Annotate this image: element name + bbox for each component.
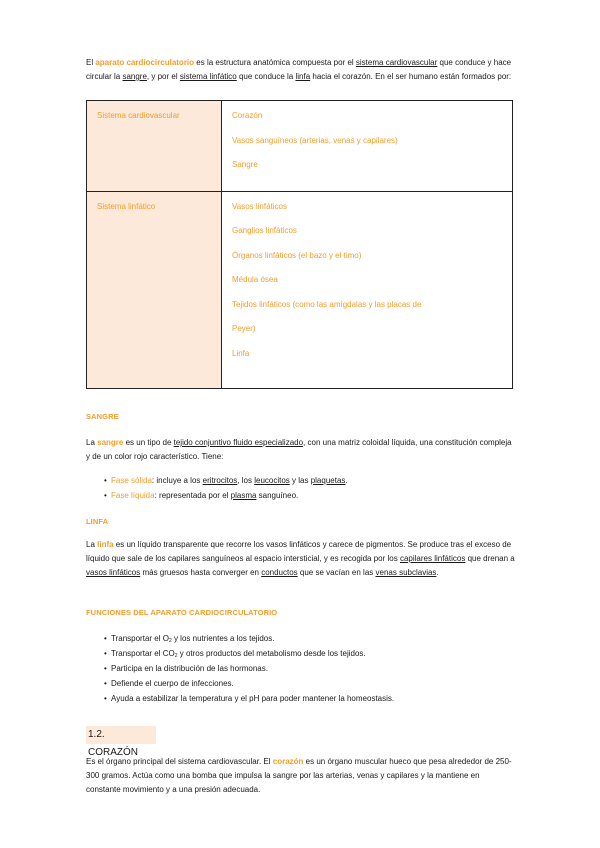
link-capilares-linfaticos[interactable]: capilares linfáticos xyxy=(399,554,466,563)
component-item: Vasos linfáticos xyxy=(232,201,287,211)
link-eritrocitos[interactable]: eritrocitos xyxy=(202,476,238,485)
heading-sangre: SANGRE xyxy=(86,412,119,421)
table-cell-system: Sistema cardiovascular xyxy=(87,101,222,192)
link-leucocitos[interactable]: leucocitos xyxy=(254,476,290,485)
list-item: • Fase sólida: incluye a los eritrocitos, los leucocitos y las plaquetas. xyxy=(104,473,524,488)
funciones-list xyxy=(104,631,524,706)
table-cell-components xyxy=(222,101,513,192)
link-plaquetas[interactable]: plaquetas xyxy=(310,476,346,485)
component-item: Corazón xyxy=(232,111,263,120)
link-sistema-cardiovascular[interactable]: sistema cardiovascular xyxy=(355,58,438,67)
components-list xyxy=(222,192,512,380)
term-linfa: linfa xyxy=(97,540,114,549)
component-item: Peyer) xyxy=(232,324,256,333)
component-item: Médula ósea xyxy=(232,275,278,284)
link-venas-subclavias[interactable]: venas subclavias xyxy=(375,568,437,577)
component-item: Vasos sanguíneos (arterias, venas y capilares) xyxy=(232,135,398,145)
sangre-paragraph: La sangre es un tipo de tejido conjuntivo fluido especializado, con una matriz coloidal líquida, una constitución compleja y de un color rojo característico. Tiene: xyxy=(86,438,512,461)
list-item: • Fase líquida: representada por el plasma sanguíneo. xyxy=(104,488,524,503)
link-linfa[interactable]: linfa xyxy=(295,72,311,81)
intro-paragraph: El aparato cardiocirculatorio es la estructura anatómica compuesta por el sistema cardiovascular que conduce y hace circular la sangre, y por el sistema linfático que conduce la linfa hacia el corazón. En el ser humano están formados por: xyxy=(86,58,512,81)
link-sangre[interactable]: sangre xyxy=(122,72,147,81)
heading-linfa: LINFA xyxy=(86,517,109,526)
link-tejido-conjuntivo[interactable]: tejido conjuntivo fluido especializado xyxy=(173,438,304,447)
list-item: • Ayuda a estabilizar la temperatura y el pH para poder mantener la homeostasis. xyxy=(104,691,524,706)
list-item: • Defiende el cuerpo de infecciones. xyxy=(104,676,524,691)
term-corazon: corazón xyxy=(272,757,304,766)
section-title-corazon: 1.2. CORAZÓN xyxy=(86,726,156,744)
component-item: Linfa xyxy=(232,348,250,358)
list-item: • Participa en la distribución de las hormonas. xyxy=(104,661,524,676)
link-plasma[interactable]: plasma xyxy=(230,491,257,500)
systems-table xyxy=(86,100,513,389)
linfa-paragraph: La linfa es un líquido transparente que recorre los vasos linfáticos y carece de pigmentos. Se produce tras el exceso de líquido que sale de los capilares sanguíneos al espacio intersticial, y es recogida por los capilares linfáticos que drenan a vasos linfáticos más gruesos hasta converger en conductos que se vacían en las venas subclavias. xyxy=(86,540,515,577)
list-item: • Transportar el $O_2$ y los nutrientes a los tejidos. xyxy=(104,631,524,646)
sangre-phases-list xyxy=(104,473,524,503)
link-sistema-linfatico[interactable]: sistema linfático xyxy=(179,72,237,81)
table-cell-system: Sistema linfático xyxy=(87,191,222,388)
component-item: Sangre xyxy=(232,160,258,169)
corazon-paragraph: Es el órgano principal del sistema cardiovascular. El corazón es un órgano muscular hueco que pesa alrededor de 250-300 gramos. Actúa como una bomba que impulsa la sangre por las arterias, venas y capilares y la mantiene en constante movimiento y a una presión adecuada. xyxy=(86,757,512,794)
link-conductos[interactable]: conductos xyxy=(261,568,298,577)
components-list xyxy=(222,101,512,191)
link-vasos-linfaticos[interactable]: vasos linfáticos xyxy=(86,568,141,577)
term-aparato-cardiocirculatorio: aparato cardiocirculatorio xyxy=(95,58,195,67)
list-item: • Transportar el $CO_2$ y otros productos del metabolismo desde los tejidos. xyxy=(104,646,524,661)
table-row xyxy=(87,191,513,388)
table-cell-components xyxy=(222,191,513,388)
table-row xyxy=(87,101,513,192)
component-item: Tejidos linfáticos (como las amígdalas y las placas de xyxy=(232,299,422,309)
component-item: Órganos linfáticos (el bazo y el timo) xyxy=(232,250,362,260)
component-item: Ganglios linfáticos xyxy=(232,226,297,235)
term-sangre: sangre xyxy=(97,438,124,447)
heading-funciones: FUNCIONES DEL APARATO CARDIOCIRCULATORIO xyxy=(86,608,278,617)
